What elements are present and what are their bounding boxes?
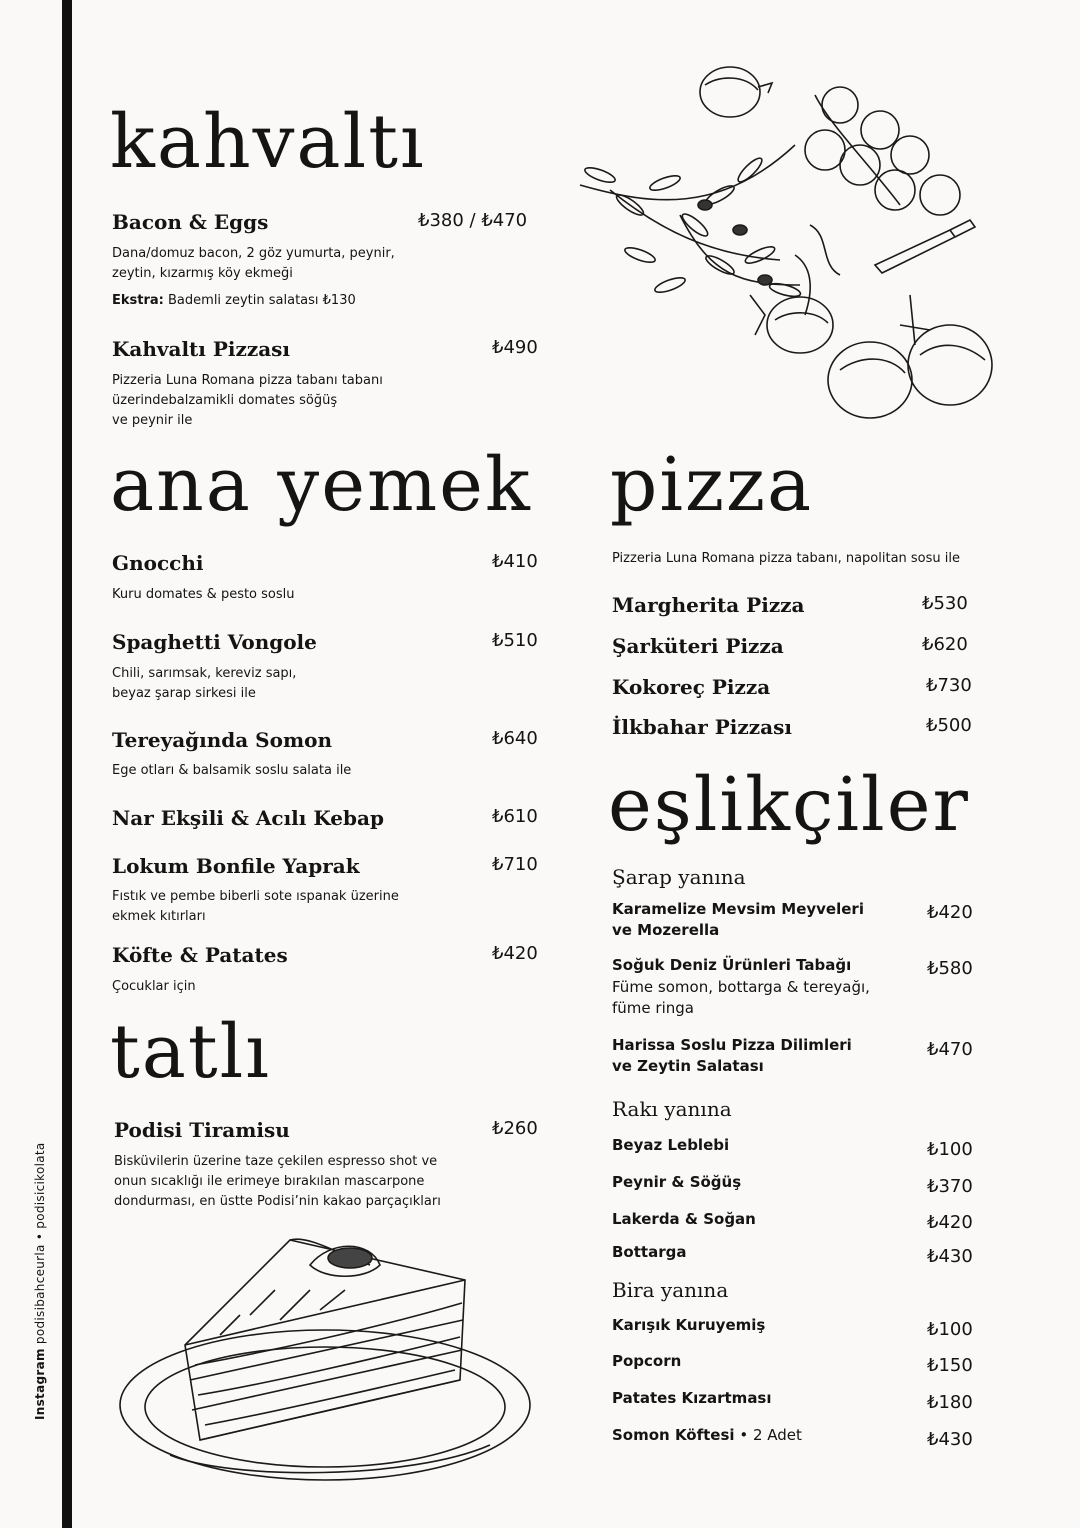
side-item-price: ₺430 [927, 1429, 973, 1450]
side-item-name: Harissa Soslu Pizza Dilimleri ve Zeytin Salatası [612, 1036, 852, 1075]
section-title-ana-yemek: ana yemek [110, 442, 532, 528]
menu-item-price: ₺510 [492, 630, 538, 651]
menu-item-desc: Fıstık ve pembe biberli sote ıspanak üzerine ekmek kıtırları [112, 889, 399, 924]
menu-item-price: ₺410 [492, 551, 538, 572]
section-title-pizza: pizza [610, 442, 814, 528]
side-item-name: Soğuk Deniz Ürünleri Tabağı [612, 956, 852, 974]
menu-item-name: Lokum Bonfile Yaprak [112, 854, 360, 878]
instagram-handles: podisibahceurla • podisicikolata [33, 1142, 47, 1345]
extra-text: Bademli zeytin salatası ₺130 [168, 293, 356, 308]
pizza-note: Pizzeria Luna Romana pizza tabanı, napolitan sosu ile [612, 551, 960, 566]
section-title-tatli: tatlı [110, 1009, 271, 1095]
menu-item-name: Spaghetti Vongole [112, 630, 317, 654]
menu-item-price: ₺260 [492, 1118, 538, 1139]
menu-item-price: ₺500 [926, 715, 972, 736]
side-item-price: ₺180 [927, 1392, 973, 1413]
tiramisu-illustration [110, 1225, 535, 1495]
menu-item-name: Nar Ekşili & Acılı Kebap [112, 806, 384, 830]
menu-item-name: Kahvaltı Pizzası [112, 337, 291, 361]
menu-item-desc: Pizzeria Luna Romana pizza tabanı tabanı üzerindebalzamikli domates söğüş ve peynir ile [112, 373, 383, 428]
tomato-olive-illustration [570, 55, 1010, 435]
menu-item-name: Bacon & Eggs [112, 210, 269, 234]
menu-item-price: ₺530 [922, 593, 968, 614]
subsection-title-sarap: Şarap yanına [612, 865, 746, 889]
side-item-desc: Füme somon, bottarga & tereyağı, füme ringa [612, 978, 870, 1017]
menu-item-name: Tereyağında Somon [112, 728, 333, 752]
side-item-qty: • 2 Adet [734, 1426, 802, 1444]
extra-label: Ekstra: [112, 293, 164, 308]
side-item-name: Patates Kızartması [612, 1389, 772, 1407]
side-item-name: Bottarga [612, 1243, 687, 1261]
section-title-kahvalti: kahvaltı [110, 99, 426, 185]
menu-item-desc: Chili, sarımsak, kereviz sapı, beyaz şarap sirkesi ile [112, 666, 297, 701]
side-item-name: Beyaz Leblebi [612, 1136, 730, 1154]
menu-item-price: ₺640 [492, 728, 538, 749]
menu-item-desc: Kuru domates & pesto soslu [112, 587, 295, 602]
menu-item-price: ₺620 [922, 634, 968, 655]
menu-item-desc: Çocuklar için [112, 979, 196, 994]
side-item-name: Peynir & Söğüş [612, 1173, 742, 1191]
subsection-title-raki: Rakı yanına [612, 1097, 732, 1121]
side-item-name [612, 1425, 802, 1446]
menu-item-name: Kokoreç Pizza [612, 675, 771, 699]
menu-item-extra [112, 291, 356, 311]
side-item-price: ₺150 [927, 1355, 973, 1376]
menu-item-name: Gnocchi [112, 551, 204, 575]
side-item-name: Karamelize Mevsim Meyveleri ve Mozerella [612, 900, 864, 939]
side-item-name: Popcorn [612, 1352, 682, 1370]
menu-item-price: ₺420 [492, 943, 538, 964]
side-item-price: ₺470 [927, 1039, 973, 1060]
menu-item-name: Margherita Pizza [612, 593, 805, 617]
menu-item-name: Köfte & Patates [112, 943, 288, 967]
side-item-price: ₺370 [927, 1176, 973, 1197]
menu-item-price: ₺380 / ₺470 [418, 210, 528, 231]
subsection-title-bira: Bira yanına [612, 1278, 729, 1302]
left-border-bar [62, 0, 72, 1528]
menu-item-price: ₺610 [492, 806, 538, 827]
section-title-eslikciler: eşlikçiler [608, 762, 970, 848]
menu-item-desc: Dana/domuz bacon, 2 göz yumurta, peynir, zeytin, kızarmış köy ekmeği [112, 246, 395, 281]
instagram-credit [33, 1142, 47, 1420]
side-item-name: Karışık Kuruyemiş [612, 1316, 766, 1334]
side-item-price: ₺100 [927, 1139, 973, 1160]
side-item-price: ₺580 [927, 958, 973, 979]
side-item-price: ₺100 [927, 1319, 973, 1340]
side-item-price: ₺430 [927, 1246, 973, 1267]
menu-item-name: Şarküteri Pizza [612, 634, 784, 658]
side-item-name: Lakerda & Soğan [612, 1210, 756, 1228]
menu-item-desc: Bisküvilerin üzerine taze çekilen espresso shot ve onun sıcaklığı ile erimeye bırakılan mascarpone dondurması, en üstte Podisi’nin kakao parçaçıkları [114, 1154, 441, 1209]
side-item-name-text: Somon Köftesi [612, 1426, 735, 1444]
menu-item-name: Podisi Tiramisu [114, 1118, 290, 1142]
menu-item-price: ₺710 [492, 854, 538, 875]
instagram-label: Instagram [33, 1348, 47, 1420]
menu-item-desc: Ege otları & balsamik soslu salata ile [112, 763, 352, 778]
side-item-price: ₺420 [927, 902, 973, 923]
menu-item-price: ₺730 [926, 675, 972, 696]
menu-item-name: İlkbahar Pizzası [612, 715, 792, 739]
menu-item-price: ₺490 [492, 337, 538, 358]
side-item-price: ₺420 [927, 1212, 973, 1233]
